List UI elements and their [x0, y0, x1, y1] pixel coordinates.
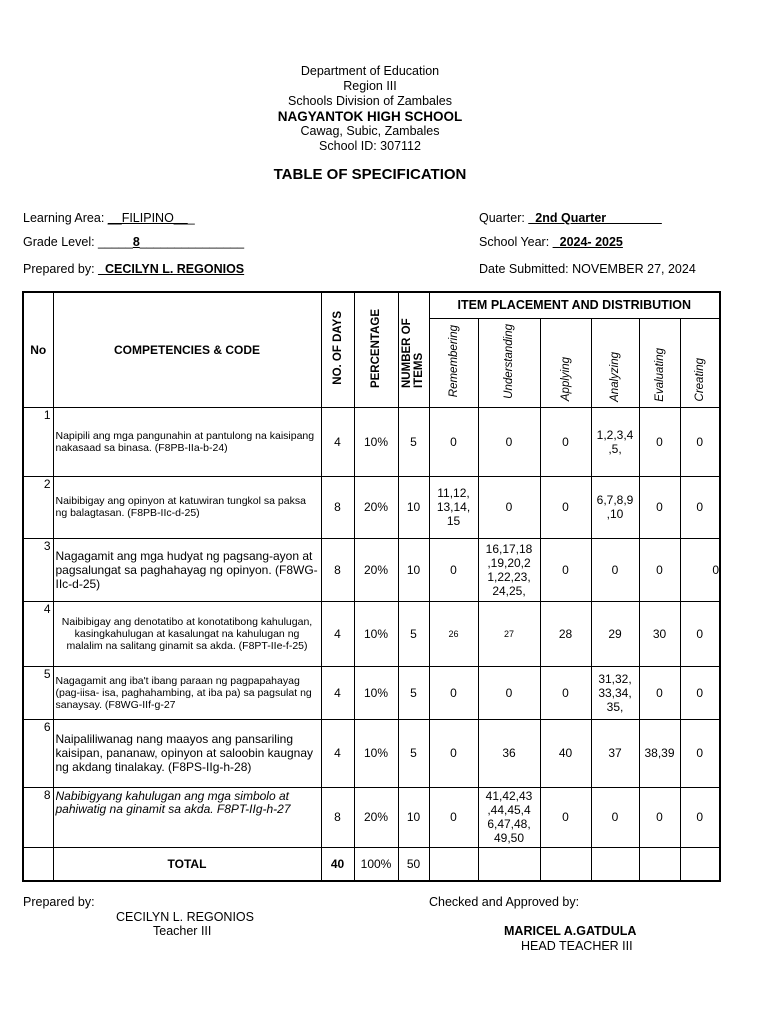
row-percentage: 10% — [354, 719, 398, 787]
row-evaluating: 38,39 — [639, 719, 680, 787]
row-creating: 0 — [680, 719, 720, 787]
total-blank — [591, 847, 639, 881]
row-applying: 0 — [540, 538, 591, 601]
row-remembering: 0 — [429, 787, 478, 847]
row-understanding: 0 — [478, 666, 540, 719]
row-understanding: 41,42,43 ,44,45,4 6,47,48, 49,50 — [478, 787, 540, 847]
learning-area-tail: _ — [187, 211, 195, 225]
row-analyzing: 0 — [591, 787, 639, 847]
row-competency: Nagagamit ang iba't ibang paraan ng pagpapahayag (pag-iisa- isa, paghahambing, at iba pa) sa pagsulat ng sanaysay. (F8WG-IIf-g-27 — [53, 666, 321, 719]
row-creating: 0 — [680, 476, 720, 538]
prepared-by-line — [23, 262, 244, 276]
row-applying: 0 — [540, 666, 591, 719]
row-understanding: 36 — [478, 719, 540, 787]
grade-level-line — [23, 235, 244, 249]
row-analyzing: 1,2,3,4 ,5, — [591, 407, 639, 476]
quarter-label: Quarter: — [479, 211, 529, 225]
school-year-value: _2024- 2025 — [552, 235, 623, 249]
school-year-line — [479, 235, 623, 249]
row-days: 8 — [321, 476, 354, 538]
table-row — [23, 787, 720, 847]
row-no: 6 — [23, 719, 53, 787]
header-days: NO. OF DAYS — [331, 311, 344, 386]
level-creating: Creating — [693, 358, 706, 402]
total-no-blank — [23, 847, 53, 881]
row-evaluating: 0 — [639, 407, 680, 476]
header-percentage: PERCENTAGE — [370, 308, 382, 388]
level-remembering: Remembering — [447, 324, 460, 398]
row-no: 4 — [23, 601, 53, 666]
level-understanding: Understanding — [503, 323, 515, 399]
learning-area-label: Learning Area: — [23, 211, 108, 225]
row-percentage: 10% — [354, 601, 398, 666]
document-title: TABLE OF SPECIFICATION — [273, 166, 467, 183]
row-percentage: 20% — [354, 476, 398, 538]
row-competency: Naibibigay ang opinyon at katuwiran tungkol sa paksa ng balagtasan. (F8PB-IIc-d-25) — [53, 476, 321, 538]
total-items: 50 — [398, 847, 429, 881]
total-blank — [639, 847, 680, 881]
row-evaluating: 0 — [639, 787, 680, 847]
prepared-by-value: _CECILYN L. REGONIOS — [98, 262, 245, 276]
division-name: Schools Division of Zambales — [288, 94, 452, 108]
school-name: NAGYANTOK HIGH SCHOOL — [277, 109, 463, 124]
row-evaluating: 30 — [639, 601, 680, 666]
header-percentage-cell — [354, 292, 398, 407]
level-applying-cell — [540, 318, 591, 407]
header-items: NUMBER OF ITEMS — [400, 318, 425, 389]
row-items: 5 — [398, 601, 429, 666]
row-no: 2 — [23, 476, 53, 538]
checked-position: HEAD TEACHER III — [521, 939, 633, 953]
row-competency: Naipaliliwanag nang maayos ang pansariling kaisipan, pananaw, opinyon at saloobin kaugnay ng akdang tinalakay. (F8PS-IIg-h-28) — [53, 719, 321, 787]
header-days-cell — [321, 292, 354, 407]
row-no: 8 — [23, 787, 53, 847]
level-analyzing: Analyzing — [609, 351, 621, 402]
school-id: School ID: 307112 — [319, 139, 421, 153]
row-applying: 0 — [540, 407, 591, 476]
row-creating: 0 — [680, 601, 720, 666]
total-label: TOTAL — [53, 847, 321, 881]
grade-level-pre: _____ — [98, 235, 133, 249]
total-blank — [478, 847, 540, 881]
prepared-by-name: CECILYN L. REGONIOS — [116, 910, 254, 924]
row-analyzing: 29 — [591, 601, 639, 666]
row-days: 8 — [321, 787, 354, 847]
table-row — [23, 601, 720, 666]
row-analyzing: 31,32, 33,34, 35, — [591, 666, 639, 719]
row-items: 5 — [398, 666, 429, 719]
header-placement: ITEM PLACEMENT AND DISTRIBUTION — [429, 292, 720, 318]
row-competency: Nagagamit ang mga hudyat ng pagsang-ayon at pagsalungat sa paghahayag ng opinyon. (F8WG-IIc-d-25) — [53, 538, 321, 601]
level-evaluating: Evaluating — [653, 347, 666, 402]
row-items: 5 — [398, 719, 429, 787]
row-analyzing: 6,7,8,9 ,10 — [591, 476, 639, 538]
document-header — [0, 64, 740, 154]
prepared-by-label: Prepared by: — [23, 262, 99, 276]
row-evaluating: 0 — [639, 538, 680, 601]
row-percentage: 20% — [354, 787, 398, 847]
row-items: 5 — [398, 407, 429, 476]
total-blank — [540, 847, 591, 881]
school-year-label: School Year: — [479, 235, 553, 249]
table-row — [23, 476, 720, 538]
table-row — [23, 538, 720, 601]
table-row — [23, 407, 720, 476]
total-days: 40 — [321, 847, 354, 881]
row-applying: 28 — [540, 601, 591, 666]
grade-level-post: _______________ — [139, 235, 245, 249]
header-items-cell — [398, 292, 429, 407]
total-blank — [429, 847, 478, 881]
row-creating: 0 — [680, 538, 720, 601]
row-understanding: 16,17,18 ,19,20,2 1,22,23, 24,25, — [478, 538, 540, 601]
row-days: 4 — [321, 407, 354, 476]
row-competency: Napipili ang mga pangunahin at pantulong na kaisipang nakasaad sa binasa. (F8PB-IIa-b-24) — [53, 407, 321, 476]
grade-level-label: Grade Level: — [23, 235, 99, 249]
row-competency: Nabibigyang kahulugan ang mga simbolo at pahiwatig na ginamit sa akda. F8PT-IIg-h-27 — [53, 787, 321, 847]
row-applying: 40 — [540, 719, 591, 787]
row-evaluating: 0 — [639, 476, 680, 538]
total-row — [23, 847, 720, 881]
level-understanding-cell — [478, 318, 540, 407]
quarter-value: _2nd Quarter________ — [528, 211, 662, 225]
row-percentage: 20% — [354, 538, 398, 601]
row-creating: 0 — [680, 407, 720, 476]
row-remembering: 0 — [429, 407, 478, 476]
level-applying: Applying — [559, 357, 572, 402]
level-evaluating-cell — [639, 318, 680, 407]
learning-area-value: __FILIPINO__ — [107, 211, 188, 225]
row-items: 10 — [398, 476, 429, 538]
row-no: 3 — [23, 538, 53, 601]
row-analyzing: 0 — [591, 538, 639, 601]
prepared-by-label-footer: Prepared by: — [23, 895, 95, 909]
row-remembering: 0 — [429, 719, 478, 787]
date-submitted: Date Submitted: NOVEMBER 27, 2024 — [479, 262, 696, 276]
row-applying: 0 — [540, 787, 591, 847]
level-remembering-cell — [429, 318, 478, 407]
checked-name: MARICEL A.GATDULA — [504, 924, 637, 938]
prepared-by-position: Teacher III — [153, 924, 212, 938]
row-no: 5 — [23, 666, 53, 719]
header-competencies: COMPETENCIES & CODE — [53, 292, 321, 407]
specification-table — [22, 291, 721, 882]
level-creating-cell — [680, 318, 720, 407]
school-address: Cawag, Subic, Zambales — [300, 124, 440, 138]
row-days: 4 — [321, 666, 354, 719]
row-understanding: 0 — [478, 476, 540, 538]
row-evaluating: 0 — [639, 666, 680, 719]
row-understanding: 0 — [478, 407, 540, 476]
row-items: 10 — [398, 787, 429, 847]
table-row — [23, 719, 720, 787]
row-understanding: 27 — [478, 601, 540, 666]
total-percentage: 100% — [354, 847, 398, 881]
row-days: 4 — [321, 719, 354, 787]
level-analyzing-cell — [591, 318, 639, 407]
row-remembering: 0 — [429, 666, 478, 719]
row-creating: 0 — [680, 787, 720, 847]
row-remembering: 11,12, 13,14, 15 — [429, 476, 478, 538]
row-remembering: 26 — [429, 601, 478, 666]
table-row — [23, 666, 720, 719]
row-applying: 0 — [540, 476, 591, 538]
total-blank — [680, 847, 720, 881]
row-creating: 0 — [680, 666, 720, 719]
row-analyzing: 37 — [591, 719, 639, 787]
row-items: 10 — [398, 538, 429, 601]
row-competency: Naibibigay ang denotatibo at konotatibong kahulugan, kasingkahulugan at kasalungat na kahulugan ng malalim na salitang ginamit sa akda. (F8PT-IIe-f-25) — [53, 601, 321, 666]
grade-level-value: 8 — [132, 235, 140, 249]
row-remembering: 0 — [429, 538, 478, 601]
quarter-line — [479, 211, 662, 225]
row-no: 1 — [23, 407, 53, 476]
row-percentage: 10% — [354, 407, 398, 476]
department-name: Department of Education — [300, 64, 440, 78]
row-days: 8 — [321, 538, 354, 601]
row-percentage: 10% — [354, 666, 398, 719]
row-days: 4 — [321, 601, 354, 666]
learning-area-line — [23, 211, 195, 225]
header-no: No — [23, 292, 53, 407]
checked-label: Checked and Approved by: — [429, 895, 580, 909]
region-name: Region III — [343, 79, 397, 93]
